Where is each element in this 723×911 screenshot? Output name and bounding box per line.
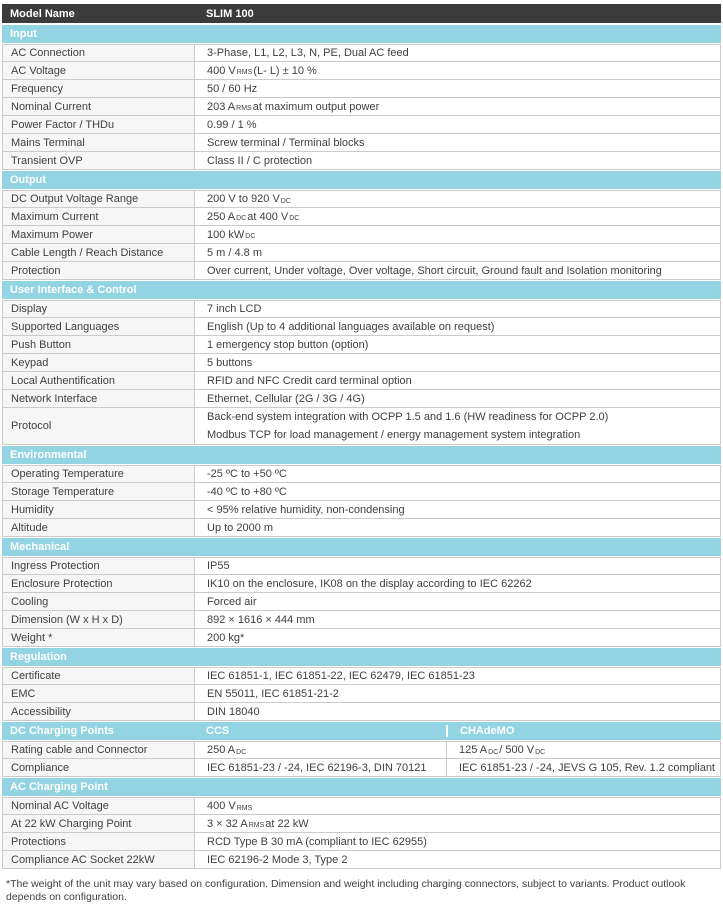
- spec-value: Forced air: [207, 595, 257, 608]
- spec-value: 5 buttons: [207, 356, 253, 369]
- spec-label: DC Output Voltage Range: [3, 191, 195, 207]
- spec-label: Display: [3, 301, 195, 317]
- section-title: AC Charging Point: [10, 781, 108, 793]
- spec-row-storage-temperature: [2, 483, 721, 501]
- column-header-chademo: CHAdeMO: [446, 725, 721, 737]
- unit-subscript: DC: [535, 748, 546, 756]
- section-header-user-interface-control: [2, 281, 721, 299]
- spec-value: -40 ºC to +80 ºC: [207, 485, 287, 498]
- spec-value: IEC 62196-2 Mode 3, Type 2: [207, 853, 348, 866]
- spec-row-humidity: [2, 501, 721, 519]
- section-title: Input: [10, 28, 37, 40]
- spec-label: Push Button: [3, 336, 195, 353]
- section-header-output: [2, 171, 721, 189]
- spec-label: AC Connection: [3, 45, 195, 61]
- model-name-label: Model Name: [10, 7, 75, 20]
- spec-value-chademo: IEC 61851-23 / -24, JEVS G 105, Rev. 1.2 compliant: [459, 761, 715, 774]
- spec-row-weight: [2, 629, 721, 647]
- section-title: DC Charging Points: [10, 725, 114, 737]
- spec-label: Nominal Current: [3, 98, 195, 115]
- model-name-value: SLIM 100: [206, 7, 254, 20]
- unit-subscript: RMS: [248, 822, 265, 829]
- spec-label: Protection: [3, 262, 195, 279]
- spec-value: IEC 61851-1, IEC 61851-22, IEC 62479, IEC 61851-23: [207, 670, 475, 682]
- spec-value-ccs: 250 A $_{DC}$: [195, 742, 447, 758]
- spec-label: Cable Length / Reach Distance: [3, 244, 195, 261]
- model-header-row: [2, 4, 721, 23]
- spec-row-transient-ovp: [2, 152, 721, 170]
- unit-subscript: DC: [236, 748, 247, 756]
- spec-value: 100 kW $_{DC}$: [207, 228, 256, 241]
- spec-row-emc: [2, 685, 721, 703]
- spec-value: RFID and NFC Credit card terminal option: [207, 374, 412, 387]
- spec-value: 3-Phase, L1, L2, L3, N, PE, Dual AC feed: [207, 47, 409, 59]
- spec-label: Rating cable and Connector: [3, 742, 195, 758]
- spec-label: Humidity: [3, 501, 195, 518]
- spec-value: Class II / C protection: [207, 154, 313, 167]
- spec-value: 50 / 60 Hz: [207, 82, 258, 95]
- spec-label: Certificate: [3, 668, 195, 684]
- spec-row-maximum-current: [2, 208, 721, 226]
- spec-label: Operating Temperature: [3, 466, 195, 482]
- spec-value: 400 V $_{RMS}$: [207, 800, 253, 812]
- spec-row-push-button: [2, 336, 721, 354]
- spec-value: EN 55011, IEC 61851-21-2: [207, 687, 339, 700]
- spec-value: 203 A $_{RMS}$ at maximum output power: [207, 100, 380, 113]
- spec-row-protocol: [2, 408, 721, 445]
- spec-label: Nominal AC Voltage: [3, 798, 195, 814]
- spec-label: Network Interface: [3, 390, 195, 407]
- spec-value: IK10 on the enclosure, IK08 on the display according to IEC 62262: [207, 577, 532, 590]
- spec-row-dc-output-voltage-range: [2, 190, 721, 208]
- spec-label: Cooling: [3, 593, 195, 610]
- spec-label: Power Factor / THDu: [3, 116, 195, 133]
- spec-value-ccs: IEC 61851-23 / -24, IEC 62196-3, DIN 70121: [195, 759, 447, 776]
- section-header-dc-charging-points: [2, 722, 721, 740]
- spec-value: 400 V $_{RMS}$ (L- L) ± 10 %: [207, 64, 317, 77]
- spec-value: 892 × 1616 × 444 mm: [207, 613, 315, 626]
- spec-value: English (Up to 4 additional languages available on request): [207, 320, 495, 333]
- spec-row-frequency: [2, 80, 721, 98]
- unit-subscript: DC: [236, 215, 247, 222]
- spec-label: Protocol: [3, 408, 195, 444]
- spec-value: [195, 408, 720, 444]
- spec-row-compliance-ac-socket-22kw: [2, 851, 721, 869]
- spec-value-chademo: 125 A $_{DC}$ / 500 V $_{DC}$: [459, 744, 546, 756]
- spec-value: 7 inch LCD: [207, 303, 262, 315]
- spec-label: Keypad: [3, 354, 195, 371]
- spec-row-network-interface: [2, 390, 721, 408]
- spec-label: At 22 kW Charging Point: [3, 815, 195, 832]
- spec-label: Frequency: [3, 80, 195, 97]
- spec-value-line: Modbus TCP for load management / energy management system integration: [207, 429, 581, 441]
- spec-row-protection: [2, 262, 721, 280]
- unit-subscript: RMS: [236, 105, 252, 112]
- spec-label: Ingress Protection: [3, 558, 195, 574]
- section-title: Mechanical: [10, 541, 70, 553]
- unit-subscript: DC: [280, 197, 291, 205]
- spec-label: Maximum Current: [3, 208, 195, 225]
- spec-row-nominal-current: [2, 98, 721, 116]
- spec-label: Protections: [3, 833, 195, 850]
- spec-value: < 95% relative humidity, non-condensing: [207, 503, 405, 516]
- spec-row-operating-temperature: [2, 465, 721, 483]
- unit-subscript: RMS: [236, 804, 253, 812]
- spec-row-at-22-kw-charging-point: [2, 815, 721, 833]
- spec-value: 250 A $_{DC}$ at 400 V $_{DC}$: [207, 210, 300, 223]
- spec-label: Compliance AC Socket 22kW: [3, 851, 195, 868]
- section-header-regulation: [2, 648, 721, 666]
- spec-row-protections: [2, 833, 721, 851]
- spec-row-cable-length-reach-distance: [2, 244, 721, 262]
- section-header-ac-charging-point: [2, 778, 721, 796]
- spec-value: DIN 18040: [207, 705, 260, 718]
- spec-table: [2, 25, 721, 869]
- spec-row-nominal-ac-voltage: [2, 797, 721, 815]
- unit-subscript: DC: [488, 748, 499, 756]
- section-header-environmental: [2, 446, 721, 464]
- spec-row-altitude: [2, 519, 721, 537]
- spec-row-mains-terminal: [2, 134, 721, 152]
- spec-row-rating-cable-and-connector: [2, 741, 721, 759]
- unit-subscript: DC: [289, 215, 300, 222]
- spec-value: RCD Type B 30 mA (compliant to IEC 62955): [207, 835, 427, 848]
- section-title: Environmental: [10, 449, 87, 461]
- spec-value: 1 emergency stop button (option): [207, 338, 369, 351]
- spec-label: Mains Terminal: [3, 134, 195, 151]
- spec-label: Weight *: [3, 629, 195, 646]
- spec-value: IP55: [207, 560, 230, 572]
- spec-row-power-factor-thdu: [2, 116, 721, 134]
- spec-value: 200 V to 920 V $_{DC}$: [207, 193, 291, 205]
- spec-label: Storage Temperature: [3, 483, 195, 500]
- spec-row-supported-languages: [2, 318, 721, 336]
- spec-value: Up to 2000 m: [207, 521, 274, 534]
- spec-value: Ethernet, Cellular (2G / 3G / 4G): [207, 392, 365, 405]
- spec-row-ac-connection: [2, 44, 721, 62]
- spec-row-display: [2, 300, 721, 318]
- spec-row-keypad: [2, 354, 721, 372]
- spec-row-accessibility: [2, 703, 721, 721]
- spec-value: Screw terminal / Terminal blocks: [207, 136, 365, 149]
- spec-row-enclosure-protection: [2, 575, 721, 593]
- column-header-ccs: CCS: [206, 725, 230, 737]
- spec-label: AC Voltage: [3, 62, 195, 79]
- spec-value-line: Back-end system integration with OCPP 1.5 and 1.6 (HW readiness for OCPP 2.0): [207, 411, 609, 423]
- spec-row-maximum-power: [2, 226, 721, 244]
- spec-label: Dimension (W x H x D): [3, 611, 195, 628]
- unit-subscript: DC: [245, 233, 256, 240]
- section-header-mechanical: [2, 538, 721, 556]
- section-title: Output: [10, 174, 47, 186]
- spec-row-ingress-protection: [2, 557, 721, 575]
- section-header-input: [2, 25, 721, 43]
- spec-row-local-authentification: [2, 372, 721, 390]
- spec-label: Local Authentification: [3, 372, 195, 389]
- spec-row-certificate: [2, 667, 721, 685]
- spec-label: Maximum Power: [3, 226, 195, 243]
- spec-label: Accessibility: [3, 703, 195, 720]
- spec-value: 0.99 / 1 %: [207, 118, 257, 131]
- spec-value: 5 m / 4.8 m: [207, 246, 263, 259]
- spec-row-cooling: [2, 593, 721, 611]
- spec-value: -25 ºC to +50 ºC: [207, 468, 287, 480]
- spec-label: Supported Languages: [3, 318, 195, 335]
- spec-value: 3 × 32 A $_{RMS}$ at 22 kW: [207, 817, 309, 830]
- spec-label: Altitude: [3, 519, 195, 536]
- spec-row-compliance: [2, 759, 721, 777]
- section-title: User Interface & Control: [10, 284, 137, 296]
- spec-value: 200 kg*: [207, 631, 245, 644]
- spec-label: Enclosure Protection: [3, 575, 195, 592]
- spec-label: Transient OVP: [3, 152, 195, 169]
- spec-row-dimension-w-x-h-x-d: [2, 611, 721, 629]
- section-title: Regulation: [10, 651, 67, 663]
- spec-label: Compliance: [3, 759, 195, 776]
- spec-value: Over current, Under voltage, Over voltage, Short circuit, Ground fault and Isolation monitoring: [207, 264, 662, 277]
- spec-label: EMC: [3, 685, 195, 702]
- footnote: *The weight of the unit may vary based on configuration. Dimension and weight including charging connectors, subject to variants. Product outlook depends on configuration.: [6, 878, 686, 903]
- spec-row-ac-voltage: [2, 62, 721, 80]
- unit-subscript: RMS: [236, 69, 253, 76]
